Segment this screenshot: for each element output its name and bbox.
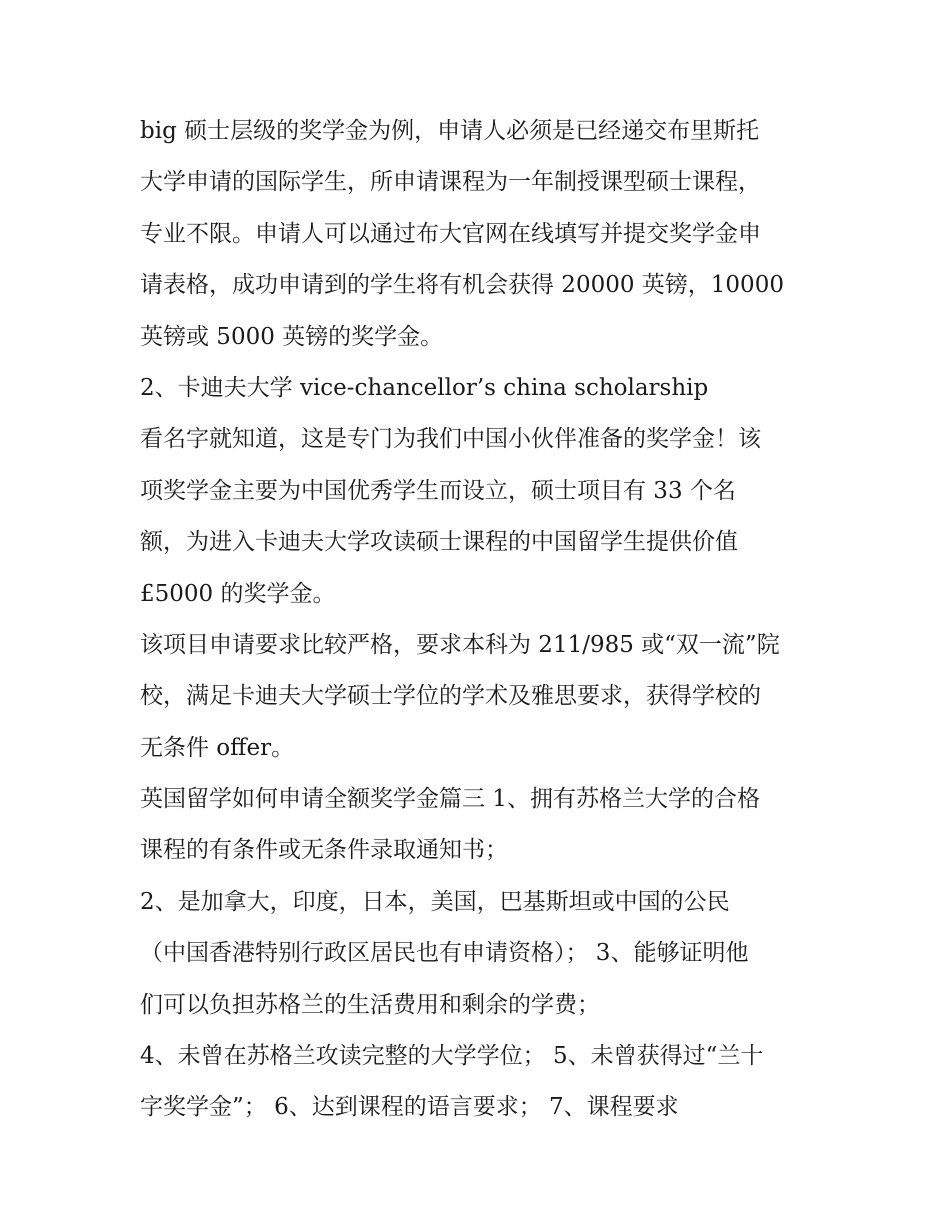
text-line: 该项目申请要求比较严格，要求本科为 211/985 或“双一流”院 xyxy=(140,631,780,658)
text-line: 额，为进入卡迪夫大学攻读硕士课程的中国留学生提供价值 xyxy=(140,529,738,556)
text-line: （中国香港特别行政区居民也有申请资格）； 3、能够证明他 xyxy=(140,940,749,967)
text-line: 2、卡迪夫大学 vice-chancellor’s china scholarship xyxy=(140,374,709,401)
text-line: 4、未曾在苏格兰攻读完整的大学学位； 5、未曾获得过“兰十 xyxy=(140,1043,764,1070)
text-line: 字奖学金”； 6、达到课程的语言要求； 7、课程要求 xyxy=(140,1094,679,1121)
text-line: 大学申请的国际学生，所申请课程为一年制授课型硕士课程， xyxy=(140,169,761,196)
text-line: £5000 的奖学金。 xyxy=(140,580,336,607)
text-line: 项奖学金主要为中国优秀学生而设立，硕士项目有 33 个名 xyxy=(140,477,736,504)
text-line: 英国留学如何申请全额奖学金篇三 1、拥有苏格兰大学的合格 xyxy=(140,786,760,813)
text-line: 课程的有条件或无条件录取通知书； xyxy=(140,837,508,864)
text-line: 无条件 offer。 xyxy=(140,734,295,761)
text-line: 们可以负担苏格兰的生活费用和剩余的学费； xyxy=(140,991,600,1018)
body-text xyxy=(140,106,830,1134)
text-line: 请表格，成功申请到的学生将有机会获得 20000 英镑，10000 xyxy=(140,272,784,299)
text-line: 校，满足卡迪夫大学硕士学位的学术及雅思要求，获得学校的 xyxy=(140,683,761,710)
text-line: 2、是加拿大，印度，日本，美国，巴基斯坦或中国的公民 xyxy=(140,888,730,915)
text-line: big 硕士层级的奖学金为例，申请人必须是已经递交布里斯托 xyxy=(140,118,760,144)
text-line: 专业不限。申请人可以通过布大官网在线填写并提交奖学金申 xyxy=(140,220,761,247)
text-line: 英镑或 5000 英镑的奖学金。 xyxy=(140,323,444,350)
text-line: 看名字就知道，这是专门为我们中国小伙伴准备的奖学金！该 xyxy=(140,426,761,453)
